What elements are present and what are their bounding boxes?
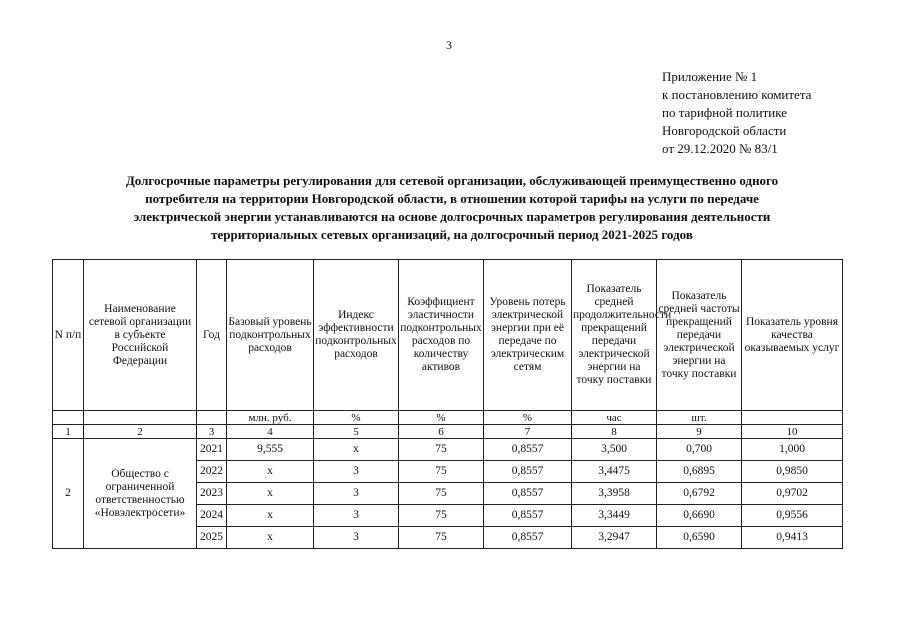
header-cell: Индекс эффективности подконтрольных расходов bbox=[314, 260, 399, 411]
unit-cell bbox=[197, 411, 227, 425]
year-cell: 2024 bbox=[197, 505, 227, 527]
table-header-row bbox=[53, 260, 843, 411]
header-cell: Уровень потерь электрической энергии при её передаче по электрическим сетям bbox=[484, 260, 572, 411]
year-cell: 2022 bbox=[197, 461, 227, 483]
column-number-cell: 2 bbox=[84, 425, 197, 439]
data-cell: 3 bbox=[314, 483, 399, 505]
unit-cell bbox=[53, 411, 84, 425]
organization-name-cell: Общество с ограниченной ответственностью «Новэлектросети» bbox=[84, 439, 197, 549]
data-cell: 0,6590 bbox=[657, 527, 742, 549]
unit-cell: % bbox=[399, 411, 484, 425]
unit-cell: % bbox=[484, 411, 572, 425]
year-cell: 2023 bbox=[197, 483, 227, 505]
data-cell: 0,8557 bbox=[484, 439, 572, 461]
column-number-cell: 8 bbox=[572, 425, 657, 439]
page-number: 3 bbox=[446, 38, 452, 52]
data-cell: x bbox=[227, 505, 314, 527]
units-row bbox=[53, 411, 843, 425]
appendix-note bbox=[662, 68, 811, 158]
data-cell: 0,6895 bbox=[657, 461, 742, 483]
data-cell: 0,8557 bbox=[484, 505, 572, 527]
appendix-line: Новгородской области bbox=[662, 123, 787, 138]
year-cell: 2025 bbox=[197, 527, 227, 549]
column-number-cell: 6 bbox=[399, 425, 484, 439]
column-number-cell: 10 bbox=[742, 425, 843, 439]
data-cell: 3 bbox=[314, 527, 399, 549]
unit-cell: шт. bbox=[657, 411, 742, 425]
data-cell: 75 bbox=[399, 483, 484, 505]
title-line: электрической энергии устанавливаются на основе долгосрочных параметров регулирования деятельности bbox=[133, 209, 771, 224]
parameters-table bbox=[52, 259, 843, 549]
data-cell: 75 bbox=[399, 461, 484, 483]
data-cell: 0,8557 bbox=[484, 461, 572, 483]
data-cell: x bbox=[314, 439, 399, 461]
data-cell: 0,9850 bbox=[742, 461, 843, 483]
data-cell: x bbox=[227, 527, 314, 549]
data-cell: 75 bbox=[399, 527, 484, 549]
header-cell: Год bbox=[197, 260, 227, 411]
unit-cell bbox=[84, 411, 197, 425]
data-cell: 1,000 bbox=[742, 439, 843, 461]
data-cell: 3,500 bbox=[572, 439, 657, 461]
data-cell: 3,4475 bbox=[572, 461, 657, 483]
unit-cell: час bbox=[572, 411, 657, 425]
data-cell: 0,6792 bbox=[657, 483, 742, 505]
document-title bbox=[40, 172, 864, 244]
column-number-cell: 7 bbox=[484, 425, 572, 439]
data-cell: 75 bbox=[399, 439, 484, 461]
column-number-cell: 9 bbox=[657, 425, 742, 439]
data-cell: 75 bbox=[399, 505, 484, 527]
data-cell: 0,9556 bbox=[742, 505, 843, 527]
column-number-cell: 3 bbox=[197, 425, 227, 439]
header-cell: Коэффициент эластичности подконтрольных расходов по количеству активов bbox=[399, 260, 484, 411]
year-cell: 2021 bbox=[197, 439, 227, 461]
data-cell: 3 bbox=[314, 505, 399, 527]
header-cell: Показатель средней продолжительности прекращений передачи электрической энергии на точку поставки bbox=[572, 260, 657, 411]
data-cell: 9,555 bbox=[227, 439, 314, 461]
data-cell: 0,8557 bbox=[484, 527, 572, 549]
header-cell: Показатель уровня качества оказываемых услуг bbox=[742, 260, 843, 411]
data-cell: x bbox=[227, 483, 314, 505]
unit-cell: млн. руб. bbox=[227, 411, 314, 425]
column-number-cell: 4 bbox=[227, 425, 314, 439]
header-cell: Показатель средней частоты прекращений передачи электрической энергии на точку поставки bbox=[657, 260, 742, 411]
data-cell: 3,3958 bbox=[572, 483, 657, 505]
row-number-cell: 2 bbox=[53, 439, 84, 549]
title-line: потребителя на территории Новгородской области, в отношении которой тарифы на услуги по передаче bbox=[145, 191, 759, 206]
data-cell: 3,2947 bbox=[572, 527, 657, 549]
appendix-line: к постановлению комитета bbox=[662, 87, 812, 102]
column-number-cell: 1 bbox=[53, 425, 84, 439]
data-cell: x bbox=[227, 461, 314, 483]
table-row bbox=[53, 439, 843, 461]
appendix-line: Приложение № 1 bbox=[662, 69, 758, 84]
appendix-line: от 29.12.2020 № 83/1 bbox=[662, 141, 778, 156]
header-cell: N п/п bbox=[53, 260, 84, 411]
data-cell: 3,3449 bbox=[572, 505, 657, 527]
data-cell: 0,9702 bbox=[742, 483, 843, 505]
data-cell: 0,700 bbox=[657, 439, 742, 461]
title-line: Долгосрочные параметры регулирования для сетевой организации, обслуживающей преимущественно одного bbox=[125, 173, 779, 188]
header-cell: Наименование сетевой организации в субъекте Российской Федерации bbox=[84, 260, 197, 411]
data-cell: 0,9413 bbox=[742, 527, 843, 549]
appendix-line: по тарифной политике bbox=[662, 105, 787, 120]
unit-cell: % bbox=[314, 411, 399, 425]
column-number-cell: 5 bbox=[314, 425, 399, 439]
title-line: территориальных сетевых организаций, на долгосрочный период 2021-2025 годов bbox=[211, 227, 693, 242]
data-cell: 0,8557 bbox=[484, 483, 572, 505]
data-cell: 0,6690 bbox=[657, 505, 742, 527]
data-cell: 3 bbox=[314, 461, 399, 483]
column-number-row bbox=[53, 425, 843, 439]
unit-cell bbox=[742, 411, 843, 425]
header-cell: Базовый уровень подконтрольных расходов bbox=[227, 260, 314, 411]
